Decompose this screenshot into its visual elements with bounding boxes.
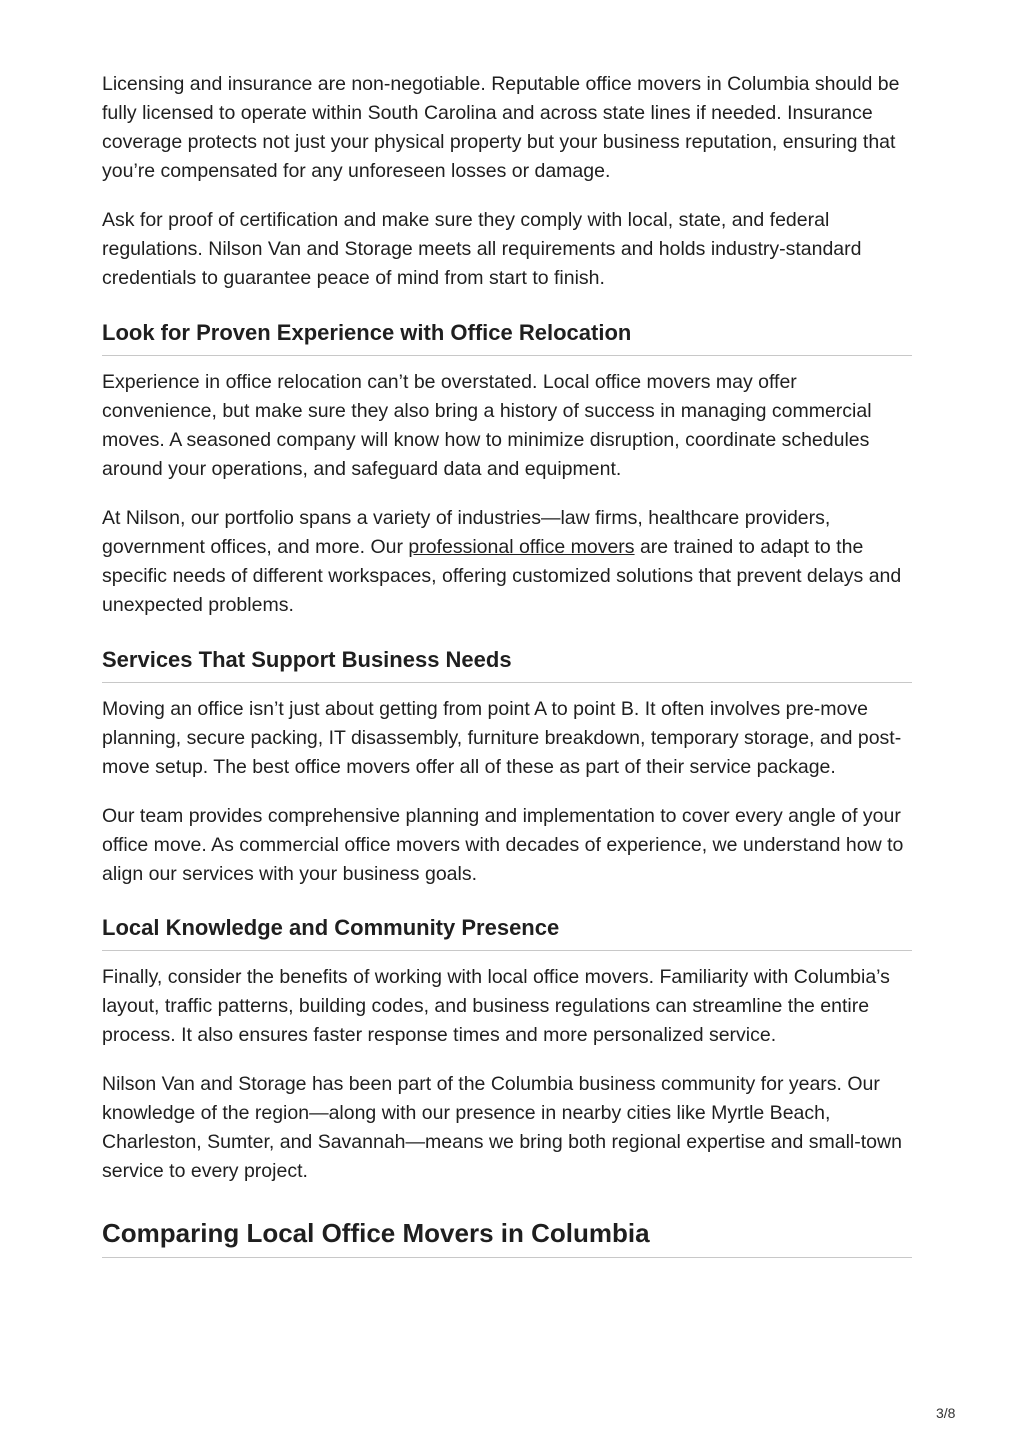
paragraph-experience: Experience in office relocation can’t be overstated. Local office movers may offer convenience, but make sure they also bring a history of success in managing commercial moves. A seasoned company will know how to minimize disruption, coordinate schedules around your operations, and safeguard data and equipment. xyxy=(102,371,872,480)
paragraph-portfolio-text-after: are trained to adapt to the specific needs of different workspaces, offering customized solutions that prevent delays and unexpected problems. xyxy=(102,536,902,616)
paragraph-portfolio-text-before: At Nilson, our portfolio spans a variety of industries—law firms, healthcare providers, government offices, and more. Our xyxy=(102,507,831,558)
professional-office-movers-link[interactable]: professional office movers xyxy=(408,536,635,558)
page-number: 3/8 xyxy=(936,1405,956,1421)
paragraph-local: Finally, consider the benefits of working with local office movers. Familiarity with Columbia’s layout, traffic patterns, building codes, and business regulations can streamline the entire process. It also ensures faster response times and more personalized service. xyxy=(102,966,890,1046)
heading-proven-experience: Look for Proven Experience with Office Relocation xyxy=(102,318,912,356)
paragraph-licensing: Licensing and insurance are non-negotiable. Reputable office movers in Columbia should be fully licensed to operate within South Carolina and across state lines if needed. Insurance coverage protects not just your physical property but your business reputation, ensuring that you’re compensated for any unforeseen losses or damage. xyxy=(102,73,900,182)
paragraph-community: Nilson Van and Storage has been part of the Columbia business community for years. Our knowledge of the region—along with our presence in nearby cities like Myrtle Beach, Charleston, Sumter, and Savannah—means we bring both regional expertise and small-town service to every project. xyxy=(102,1073,902,1182)
paragraph-portfolio xyxy=(102,504,912,620)
paragraph-team: Our team provides comprehensive planning and implementation to cover every angle of your office move. As commercial office movers with decades of experience, we understand how to align our services with your business goals. xyxy=(102,805,904,885)
article-body xyxy=(102,70,912,1258)
heading-services: Services That Support Business Needs xyxy=(102,645,912,683)
paragraph-services: Moving an office isn’t just about getting from point A to point B. It often involves pre-move planning, secure packing, IT disassembly, furniture breakdown, temporary storage, and post-move setup. The best office movers offer all of these as part of their service package. xyxy=(102,698,902,778)
paragraph-certification: Ask for proof of certification and make sure they comply with local, state, and federal regulations. Nilson Van and Storage meets all requirements and holds industry-standard credentials to guarantee peace of mind from start to finish. xyxy=(102,209,862,289)
heading-local-knowledge: Local Knowledge and Community Presence xyxy=(102,913,912,951)
heading-comparing-movers: Comparing Local Office Movers in Columbia xyxy=(102,1216,912,1258)
